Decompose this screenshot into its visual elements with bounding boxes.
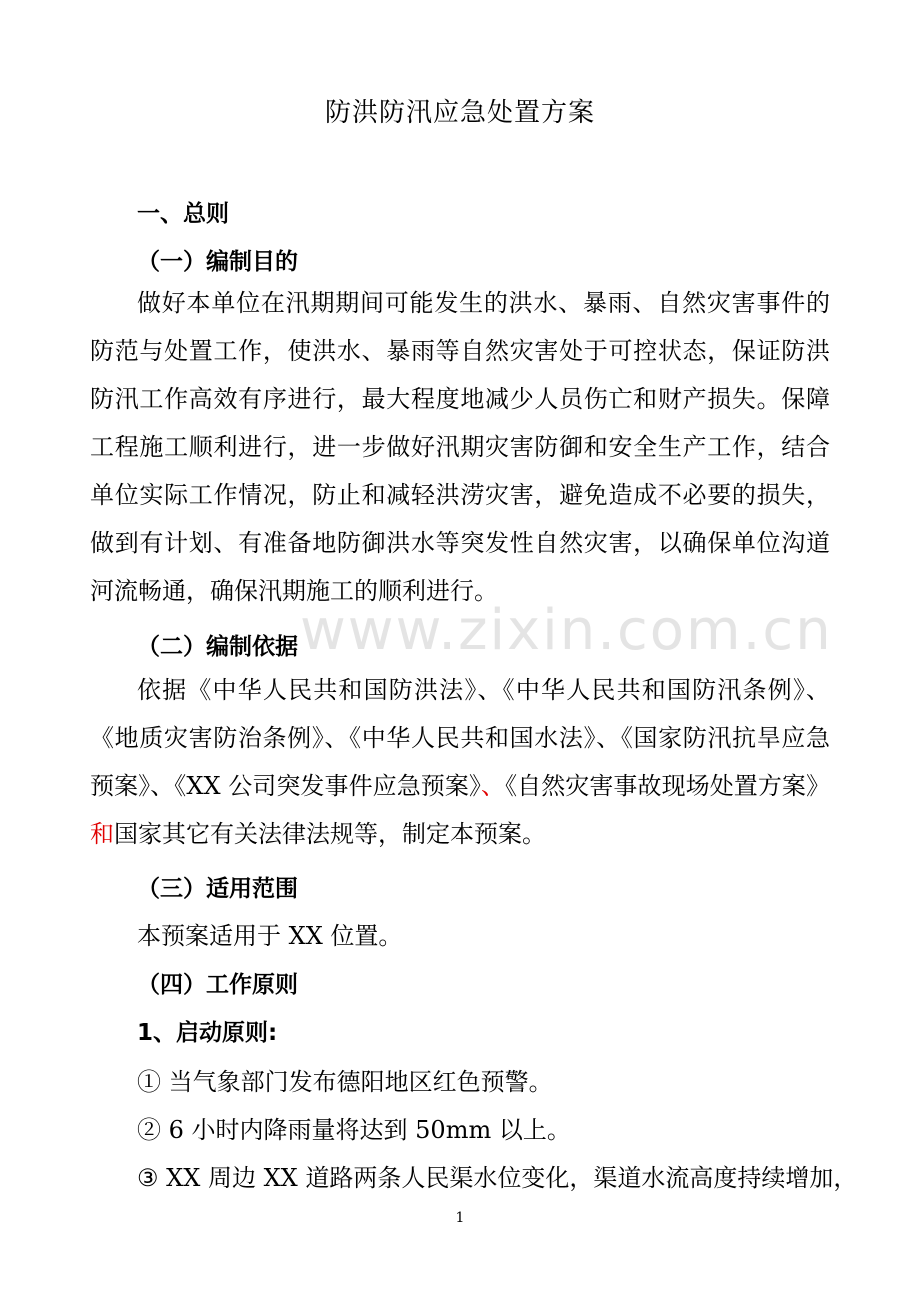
list-item: ① 当气象部门发布德阳地区红色预警。 bbox=[137, 1068, 553, 1096]
document-title: 防洪防汛应急处置方案 bbox=[324, 98, 595, 128]
page-number: 1 bbox=[455, 1210, 465, 1226]
text-line: 防汛工作高效有序进行，最大程度地减少人员伤亡和财产损失。保障 bbox=[90, 385, 830, 413]
text-line: 依据《中华人民共和国防洪法》、《中华人民共和国防汛条例》、 bbox=[137, 676, 830, 704]
section-general: 一、总则 bbox=[137, 201, 229, 227]
text-segment: 国家其它有关法律法规等，制定本预案。 bbox=[114, 820, 546, 848]
heading-start-principle: 1、启动原则: bbox=[137, 1020, 278, 1046]
heading-principles: （四）工作原则 bbox=[137, 972, 298, 998]
text-line: 工程施工顺利进行，进一步做好汛期灾害防御和安全生产工作，结合 bbox=[90, 433, 830, 461]
text-line bbox=[90, 810, 830, 858]
heading-basis: （二）编制依据 bbox=[137, 634, 298, 660]
heading-purpose: （一）编制目的 bbox=[137, 249, 298, 275]
text-segment: 《自然灾害事故现场处置方案》 bbox=[505, 772, 830, 800]
list-item: ② 6 小时内降雨量将达到 50mm 以上。 bbox=[137, 1116, 571, 1144]
purpose-paragraph bbox=[90, 279, 830, 615]
highlighted-text: 、 bbox=[481, 772, 506, 800]
highlighted-text: 和 bbox=[90, 820, 114, 848]
list-item: ③ XX 周边 XX 道路两条人民渠水位变化，渠道水流高度持续增加， bbox=[137, 1164, 858, 1192]
text-line bbox=[90, 762, 830, 810]
watermark: www.zixin.com.cn bbox=[300, 598, 833, 663]
text-line: 做好本单位在汛期期间可能发生的洪水、暴雨、自然灾害事件的 bbox=[137, 289, 830, 317]
scope-text: 本预案适用于 XX 位置。 bbox=[137, 922, 403, 950]
heading-scope: （三）适用范围 bbox=[137, 876, 298, 902]
text-line: 单位实际工作情况，防止和减轻洪涝灾害，避免造成不必要的损失， bbox=[90, 481, 830, 509]
text-line: 做到有计划、有准备地防御洪水等突发性自然灾害，以确保单位沟道 bbox=[90, 529, 830, 557]
text-segment: 预案》、《XX 公司突发事件应急预案》 bbox=[90, 772, 481, 800]
text-line: 防范与处置工作，使洪水、暴雨等自然灾害处于可控状态，保证防洪 bbox=[90, 337, 830, 365]
basis-paragraph bbox=[90, 666, 830, 858]
text-line: 河流畅通，确保汛期施工的顺利进行。 bbox=[90, 577, 498, 605]
text-line: 《地质灾害防治条例》、《中华人民共和国水法》、《国家防汛抗旱应急 bbox=[90, 724, 830, 752]
